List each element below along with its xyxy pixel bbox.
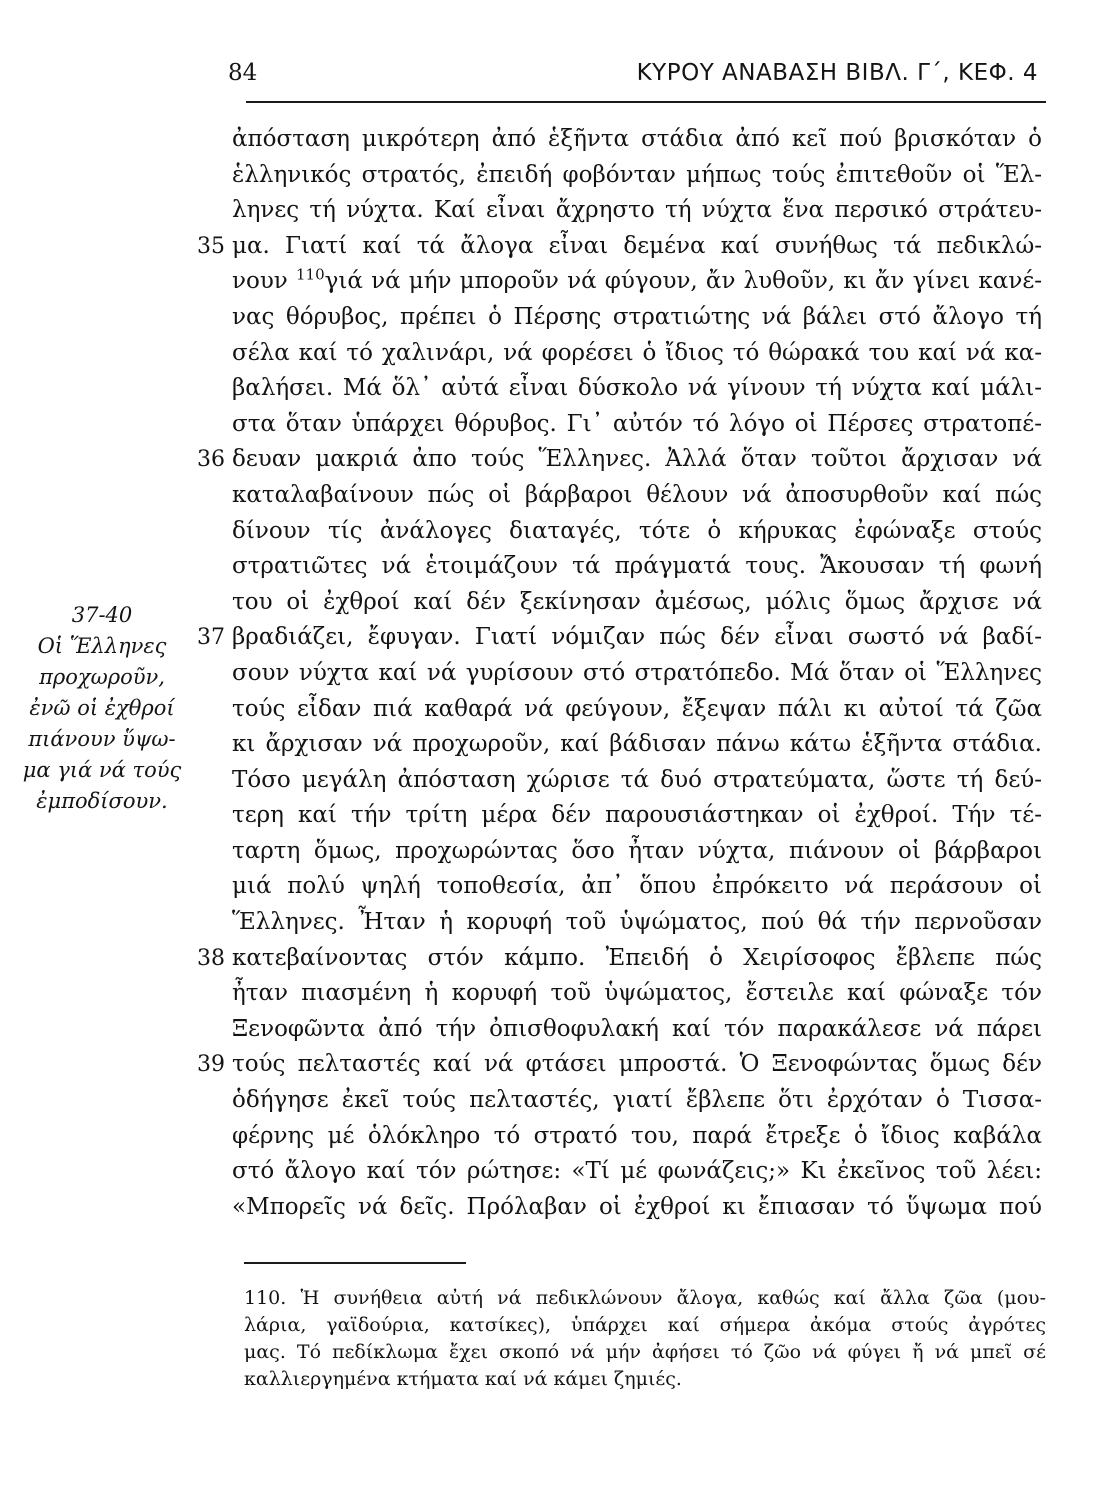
line-text: φέρνης μέ ὁλόκληρο τό στρατό του, παρά ἔτρεξε ὁ ἴδιος καβάλα xyxy=(232,1122,1042,1149)
text-line xyxy=(197,229,1050,265)
line-text: Ξενοφῶντα ἀπό τήν ὀπισθοφυλακή καί τόν παρακάλεσε νά πάρει xyxy=(232,1015,1042,1042)
text-line xyxy=(232,869,1050,905)
text-line xyxy=(232,1154,1050,1190)
line-text: ὁδήγησε ἐκεῖ τούς πελταστές, γιατί ἔβλεπε ὅτι ἐρχόταν ὁ Τισσα- xyxy=(232,1087,1042,1114)
text-line xyxy=(197,1047,1050,1083)
section-number: 38 xyxy=(197,945,225,971)
margin-note-line: μα γιά νά τούς xyxy=(22,758,182,782)
running-head: ΚΥΡΟΥ ΑΝΑΒΑΣΗ ΒΙΒΛ. Γ΄, ΚΕΦ. 4 xyxy=(636,60,1038,86)
text-line xyxy=(232,371,1050,407)
line-text: μα. Γιατί καί τά ἄλογα εἶναι δεμένα καί συνήθως τά πεδικλώ- xyxy=(232,232,1042,259)
text-line xyxy=(232,336,1050,372)
text-line xyxy=(232,1083,1050,1119)
text-line xyxy=(232,1190,1050,1226)
footnote-line xyxy=(244,1285,1048,1312)
line-text: ταρτη ὅμως, προχωρώντας ὅσο ἦταν νύχτα, πιάνουν οἱ βάρβαροι xyxy=(232,837,1042,864)
footnote-line xyxy=(244,1339,1048,1366)
margin-note-line: ἐμποδίσουν. xyxy=(36,789,168,813)
text-line xyxy=(232,585,1050,621)
footnote xyxy=(244,1285,1048,1393)
line-text-start: νουν xyxy=(232,268,296,295)
text-line xyxy=(232,727,1050,763)
footnote-line xyxy=(244,1366,1048,1393)
footnote-line-text: μας. Τό πεδίκλωμα ἔχει σκοπό νά μήν ἀφήσει τό ζῶο νά φύγει ἤ νά μπεῖ σέ xyxy=(244,1341,1046,1363)
line-text-rest: γιά νά μήν μποροῦν νά φύγουν, ἄν λυθοῦν, κι ἄν γίνει κανέ- xyxy=(324,268,1043,295)
line-text: κι ἄρχισαν νά προχωροῦν, καί βάδισαν πάνω κάτω ἑξῆντα στάδια. xyxy=(232,731,1042,758)
section-number: 36 xyxy=(197,447,225,473)
text-line xyxy=(232,656,1050,692)
margin-note-line: προχωροῦν, xyxy=(39,665,165,689)
line-text xyxy=(232,264,1042,300)
footnote-line xyxy=(244,1312,1048,1339)
text-line xyxy=(232,798,1050,834)
header-rule xyxy=(246,101,1046,103)
text-line xyxy=(232,193,1050,229)
text-line xyxy=(232,122,1050,158)
line-text: σέλα καί τό χαλινάρι, νά φορέσει ὁ ἴδιος τό θώρακά του καί νά κα- xyxy=(232,339,1042,366)
line-text: μιά πολύ ψηλή τοποθεσία, ἀπ᾽ ὅπου ἐπρόκειτο νά περάσουν οἱ xyxy=(232,873,1042,900)
line-text: κατεβαίνοντας στόν κάμπο. Ἐπειδή ὁ Χειρίσοφος ἔβλεπε πώς xyxy=(232,944,1042,971)
margin-note-line: ἐνῶ οἱ ἐχθροί xyxy=(29,696,175,720)
margin-note-line: Οἱ Ἕλληνες xyxy=(37,634,167,658)
footnote-line-text: καλλιεργημένα κτήματα καί νά κάμει ζημιές. xyxy=(244,1368,682,1390)
line-text: ἑλληνικός στρατός, ἐπειδή φοβόνταν μήπως τούς ἐπιτεθοῦν οἱ Ἕλ- xyxy=(232,161,1042,188)
section-number: 35 xyxy=(197,233,225,259)
margin-note-line: 37-40 xyxy=(71,603,133,627)
page-header xyxy=(228,56,1046,96)
text-line xyxy=(232,692,1050,728)
text-line xyxy=(197,941,1050,977)
line-text: σουν νύχτα καί νά γυρίσουν στό στρατόπεδο. Μά ὅταν οἱ Ἕλληνες xyxy=(232,659,1042,686)
line-text: τούς εἶδαν πιά καθαρά νά φεύγουν, ἔξεψαν πάλι κι αὐτοί τά ζῶα xyxy=(232,695,1042,722)
text-line xyxy=(232,905,1050,941)
page-number: 84 xyxy=(228,60,258,86)
line-text: νας θόρυβος, πρέπει ὁ Πέρσης στρατιώτης νά βάλει στό ἄλογο τή xyxy=(232,303,1042,330)
margin-note-line: πιάνουν ὕψω- xyxy=(28,727,176,751)
text-line xyxy=(232,264,1050,300)
line-text: στρατιῶτες νά ἑτοιμάζουν τά πράγματά τους. Ἄκουσαν τή φωνή xyxy=(232,553,1042,580)
text-line xyxy=(232,1012,1050,1048)
margin-note xyxy=(22,600,182,817)
line-text: του οἱ ἐχθροί καί δέν ξεκίνησαν ἀμέσως, μόλις ὅμως ἄρχισε νά xyxy=(232,588,1042,615)
text-line xyxy=(232,763,1050,799)
footnote-line-text: λάρια, γαϊδούρια, κατσίκες), ὑπάρχει καί σήμερα ἀκόμα στούς ἀγρότες xyxy=(244,1314,1046,1336)
line-text: βαλήσει. Μά ὅλ᾽ αὐτά εἶναι δύσκολο νά γίνουν τή νύχτα καί μάλι- xyxy=(232,375,1042,402)
line-text: δευαν μακριά ἀπο τούς Ἕλληνες. Ἀλλά ὅταν τοῦτοι ἄρχισαν νά xyxy=(232,446,1042,473)
text-line xyxy=(232,514,1050,550)
text-line xyxy=(197,442,1050,478)
text-line xyxy=(232,549,1050,585)
line-text: ληνες τή νύχτα. Καί εἶναι ἄχρηστο τή νύχτα ἕνα περσικό στράτευ- xyxy=(232,197,1042,224)
footnote-rule xyxy=(244,1262,466,1264)
footnote-reference[interactable]: 110 xyxy=(295,265,325,284)
text-line xyxy=(232,407,1050,443)
text-line xyxy=(232,158,1050,194)
section-number: 39 xyxy=(197,1052,225,1078)
text-line xyxy=(232,1119,1050,1155)
line-text: ἀπόσταση μικρότερη ἀπό ἑξῆντα στάδια ἀπό κεῖ πού βρισκόταν ὁ xyxy=(232,126,1042,152)
section-number: 37 xyxy=(197,625,225,651)
text-line xyxy=(232,834,1050,870)
line-text: ἦταν πιασμένη ἡ κορυφή τοῦ ὑψώματος, ἔστειλε καί φώναξε τόν xyxy=(232,980,1042,1007)
line-text: «Μπορεῖς νά δεῖς. Πρόλαβαν οἱ ἐχθροί κι ἔπιασαν τό ὕψωμα πού xyxy=(232,1193,1042,1220)
line-text: βραδιάζει, ἔφυγαν. Γιατί νόμιζαν πώς δέν εἶναι σωστό νά βαδί- xyxy=(232,624,1042,651)
line-text: Τόσο μεγάλη ἀπόσταση χώρισε τά δυό στρατεύματα, ὥστε τή δεύ- xyxy=(232,766,1042,793)
body-text xyxy=(197,122,1050,1225)
text-line xyxy=(232,300,1050,336)
line-text: στα ὅταν ὑπάρχει θόρυβος. Γι᾽ αὐτόν τό λόγο οἱ Πέρσες στρατοπέ- xyxy=(232,410,1042,437)
line-text: στό ἄλογο καί τόν ρώτησε: «Τί μέ φωνάζεις;» Κι ἐκεῖνος τοῦ λέει: xyxy=(232,1158,1042,1185)
text-line xyxy=(232,976,1050,1012)
line-text: δίνουν τίς ἀνάλογες διαταγές, τότε ὁ κήρυκας ἐφώναξε στούς xyxy=(232,517,1042,544)
text-line xyxy=(232,478,1050,514)
line-text: Ἕλληνες. Ἦταν ἡ κορυφή τοῦ ὑψώματος, πού θά τήν περνοῦσαν xyxy=(232,909,1042,936)
footnote-line-text: 110. Ἡ συνήθεια αὐτή νά πεδικλώνουν ἄλογα, καθώς καί ἄλλα ζῶα (μου- xyxy=(244,1287,1046,1309)
text-line xyxy=(197,620,1050,656)
line-text: τούς πελταστές καί νά φτάσει μπροστά. Ὁ Ξενοφώντας ὅμως δέν xyxy=(232,1051,1042,1078)
line-text: καταλαβαίνουν πώς οἱ βάρβαροι θέλουν νά ἀποσυρθοῦν καί πώς xyxy=(232,481,1042,508)
line-text: τερη καί τήν τρίτη μέρα δέν παρουσιάστηκαν οἱ ἐχθροί. Τήν τέ- xyxy=(232,802,1042,829)
